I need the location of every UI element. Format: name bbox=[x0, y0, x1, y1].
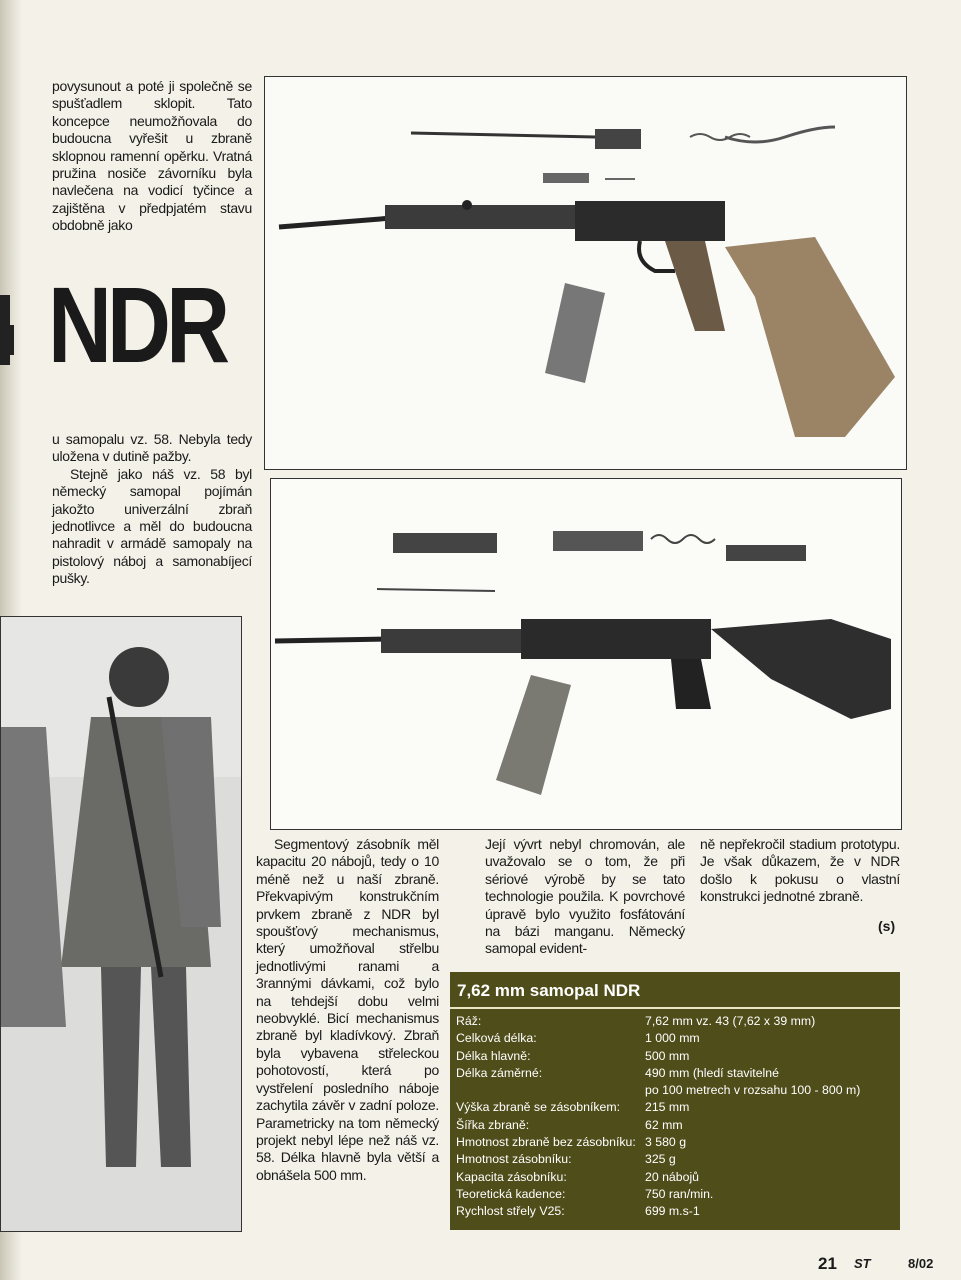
helmet bbox=[109, 647, 169, 707]
spec-box bbox=[450, 972, 900, 1230]
paragraph: Segmentový zásobník měl kapacitu 20 nábojů, tedy o 10 méně než u naší zbraně. Překvapivým konstrukčním prvkem zbraně z NDR byl spoušťový mechanismus, který umožňoval střelbu jednotlivými ranami a 3rannými dávkami, což bylo na tehdejší dobu velmi neobvyklé. Bicí mechanismus zbraně byl kladívkový. Zbraň byla vybavena střeleckou pohotovostí, která po vystřelení posledního náboje zachytila závěr v zadní poloze. Parametricky na tom německý projekt nebyl lépe než náš vz. 58. Délka hlavně byla větší a obnášela 500 mm. bbox=[256, 836, 439, 1183]
issue-number: 8/02 bbox=[908, 1256, 934, 1271]
spec-value: 699 m.s-1 bbox=[645, 1204, 700, 1219]
page-number: 21 bbox=[818, 1254, 837, 1273]
spec-value: 500 mm bbox=[645, 1048, 690, 1063]
author-signature: (s) bbox=[878, 918, 896, 934]
spec-row bbox=[450, 1186, 900, 1203]
spec-title: 7,62 mm samopal NDR bbox=[457, 981, 641, 1000]
paragraph: ně nepřekročil stadium prototypu. Je však důkazem, že v NDR došlo k pokusu o vlastní konstrukci jednotné zbraně. bbox=[700, 836, 900, 905]
spec-row bbox=[450, 1082, 900, 1099]
spec-key: Rychlost střely V25: bbox=[456, 1204, 565, 1219]
photo-soldiers bbox=[0, 616, 242, 1232]
spec-row bbox=[450, 1203, 900, 1220]
spec-row bbox=[450, 1030, 900, 1047]
bolt-carrier bbox=[595, 129, 641, 149]
spec-row bbox=[450, 1065, 900, 1082]
spec-key: Hmotnost zásobníku: bbox=[456, 1152, 572, 1167]
spec-table bbox=[450, 1013, 900, 1221]
spec-divider bbox=[450, 1007, 900, 1009]
text-column-bottom-3 bbox=[700, 836, 900, 906]
spec-row bbox=[450, 1048, 900, 1065]
spec-value: 490 mm (hledí stavitelné bbox=[645, 1065, 779, 1080]
receiver bbox=[521, 619, 711, 659]
spec-value: 7,62 mm vz. 43 (7,62 x 39 mm) bbox=[645, 1014, 816, 1028]
paragraph: Stejně jako náš vz. 58 byl německý samopal pojímán jakožto univerzální zbraň jednotlivce a měl do budoucna nahradit v armádě samopaly na pistolový náboj a samonabíjecí pušky. bbox=[52, 465, 252, 587]
paragraph: povysunout a poté ji společně se spušťadlem sklopit. Tato koncepce neumožňovala do budoucna vyřešit u zbraně sklopnou ramenní opěrku. Vratná pružina nosiče závorníku byla navlečena na vodicí tyčince a zajištěna v předpjatém stavu obdobně jako bbox=[52, 78, 252, 234]
text-column-top bbox=[52, 78, 252, 235]
spec-value: 62 mm bbox=[645, 1117, 683, 1132]
gas-piston bbox=[543, 173, 589, 183]
spec-key: Šířka zbraně: bbox=[456, 1117, 530, 1132]
receiver bbox=[575, 201, 725, 241]
barrel bbox=[275, 639, 391, 641]
spec-value: 3 580 g bbox=[645, 1135, 687, 1150]
article-heading: NDR bbox=[48, 264, 226, 385]
spec-key: Celková délka: bbox=[456, 1031, 537, 1046]
spec-value: po 100 metrech v rozsahu 100 - 800 m) bbox=[645, 1083, 861, 1098]
spec-key: Ráž: bbox=[456, 1014, 482, 1028]
spec-key: Délka záměrné: bbox=[456, 1065, 543, 1080]
spec-value: 325 g bbox=[645, 1152, 676, 1167]
spec-row bbox=[450, 1013, 900, 1030]
spine-mark bbox=[4, 325, 14, 355]
spec-key: Délka hlavně: bbox=[456, 1048, 531, 1063]
photo-rifle-disassembled bbox=[264, 76, 907, 470]
spec-value: 750 ran/min. bbox=[645, 1186, 714, 1201]
spec-row bbox=[450, 1169, 900, 1186]
text-column-bottom-1 bbox=[256, 836, 439, 1184]
paragraph: Její vývrt nebyl chromován, ale uvažovalo se o tom, že při sériové výrobě by se tato technologie použila. K povrchové úpravě bylo využito fosfátování na bázi manganu. Německý samopal evident- bbox=[485, 836, 685, 957]
front-sight bbox=[462, 200, 472, 210]
paragraph: u samopalu vz. 58. Nebyla tedy uložena v dutině pažby. bbox=[52, 431, 252, 465]
spec-value: 1 000 mm bbox=[645, 1031, 700, 1046]
photo-rifle-assembled bbox=[270, 478, 902, 830]
gas-tube bbox=[393, 533, 497, 553]
handguard bbox=[381, 629, 531, 653]
rifle-illustration-1 bbox=[265, 77, 906, 469]
soldier-leg bbox=[101, 967, 141, 1167]
bolt-carrier bbox=[553, 531, 643, 551]
spec-key: Kapacita zásobníku: bbox=[456, 1169, 567, 1184]
text-column-middle bbox=[52, 431, 252, 588]
magazine-logo: ST bbox=[854, 1256, 871, 1271]
spec-row bbox=[450, 1117, 900, 1134]
piston bbox=[726, 545, 806, 561]
soldiers-illustration bbox=[1, 617, 241, 1231]
rifle-illustration-2 bbox=[271, 479, 901, 829]
spec-row bbox=[450, 1099, 900, 1116]
text-column-bottom-2 bbox=[485, 836, 685, 958]
handguard bbox=[385, 205, 585, 229]
spec-key: Hmotnost zbraně bez zásobníku: bbox=[456, 1135, 636, 1150]
spec-row bbox=[450, 1134, 900, 1151]
spec-key: Výška zbraně se zásobníkem: bbox=[456, 1100, 621, 1115]
spec-value: 20 nábojů bbox=[645, 1169, 700, 1184]
spec-row bbox=[450, 1151, 900, 1168]
spec-value: 215 mm bbox=[645, 1100, 690, 1115]
spec-key bbox=[456, 1082, 645, 1099]
spec-key: Teoretická kadence: bbox=[456, 1186, 566, 1201]
